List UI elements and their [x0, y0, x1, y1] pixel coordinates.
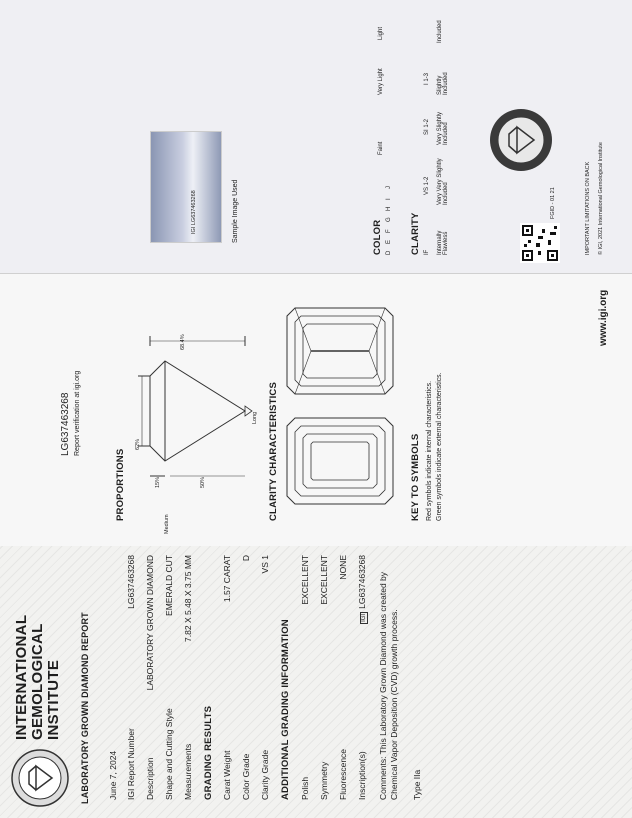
color-clarity-panel	[0, 0, 632, 274]
sample-inscription: IGI LG637463268	[191, 190, 197, 234]
key-line-internal: Red symbols indicate internal characteristics.	[426, 380, 433, 521]
culet-label: Long	[252, 411, 258, 424]
emerald-bottom-view	[285, 306, 395, 396]
proportions-panel	[0, 274, 632, 546]
comments: Comments: This Laboratory Grown Diamond was created by Chemical Vapor Deposition (CVD) growth process.	[378, 571, 399, 800]
institute-name: INTERNATIONAL GEMOLOGICAL INSTITUTE	[13, 614, 62, 740]
igi-seal-icon	[488, 107, 554, 173]
website: www.igi.org	[598, 289, 609, 346]
sample-diamond-image	[150, 131, 222, 243]
sample-caption: Sample Image Used	[232, 179, 239, 243]
qr-code-icon	[520, 183, 560, 263]
key-line-external: Green symbols indicate external characteristics.	[436, 372, 443, 521]
proportions-header: PROPORTIONS	[115, 448, 126, 521]
proportions-diagram	[130, 316, 260, 496]
color-scale: D E F G H I J	[386, 186, 392, 255]
copyright: © IGI, 2021 International Gemological Institute	[598, 142, 604, 255]
report-panel: INTERNATIONAL GEMOLOGICAL INSTITUTE LABORATORY GROWN DIAMOND REPORT June 7, 2024 IGI Report Number LG637463268 Description LABORATORY GROWN DIAMOND Shape and Cutting Style EMERALD CUT Measurements 7.82 X 5.48 X 3.75 MM GRADING RESULTS Carat Weight 1.57 CARAT Color Grade D Clarity Grade VS 1 ADDITIONAL GRADING INFORMATION Polish EXCELLENT Symmetry EXCELLENT Fluorescence NONE Inscription(s) IGILG637463268 Comments: This Laboratory Grown Diamond was created by Chemical Vapor Deposition (CVD) growth process. Type IIa	[0, 545, 632, 818]
diamond-type: Type IIa	[412, 769, 422, 800]
report-title: LABORATORY GROWN DIAMOND REPORT	[80, 612, 90, 804]
additional-grading-header: ADDITIONAL GRADING INFORMATION	[280, 619, 291, 800]
clarity-header: CLARITY	[410, 212, 421, 255]
igi-seal-icon	[10, 748, 70, 808]
color-descriptors: Faint Very Light Light	[378, 26, 384, 155]
table-percent: 62%	[135, 438, 141, 450]
verification-text: Report verification at igi.org	[74, 370, 81, 456]
fine-print: IMPORTANT LIMITATIONS ON BACK	[585, 161, 591, 255]
form-code: FGID - 01 21	[550, 187, 556, 219]
report-date: June 7, 2024	[108, 750, 118, 800]
security-watermark	[0, 546, 632, 818]
color-header: COLOR	[372, 219, 383, 255]
clarity-characteristics-header: CLARITY CHARACTERISTICS	[268, 381, 279, 521]
girdle-label: Medium	[164, 514, 170, 534]
depth-percent: 68.4%	[180, 334, 186, 350]
inscription-logo: IGI	[361, 613, 367, 622]
pavilion-percent: 50%	[200, 476, 206, 488]
crown-percent: 15%	[155, 476, 161, 488]
clarity-grades: IF VS 1-2 SI 1-2 I 1-3	[424, 72, 430, 255]
key-to-symbols-header: KEY TO SYMBOLS	[410, 433, 421, 521]
grading-results-header: GRADING RESULTS	[203, 705, 214, 800]
emerald-top-view	[285, 416, 395, 506]
clarity-descriptors: Internally Flawless Very Very Slightly Included Very Slightly Included Slightly Included Included	[437, 20, 449, 255]
report-number-header: LG637463268	[60, 392, 71, 456]
